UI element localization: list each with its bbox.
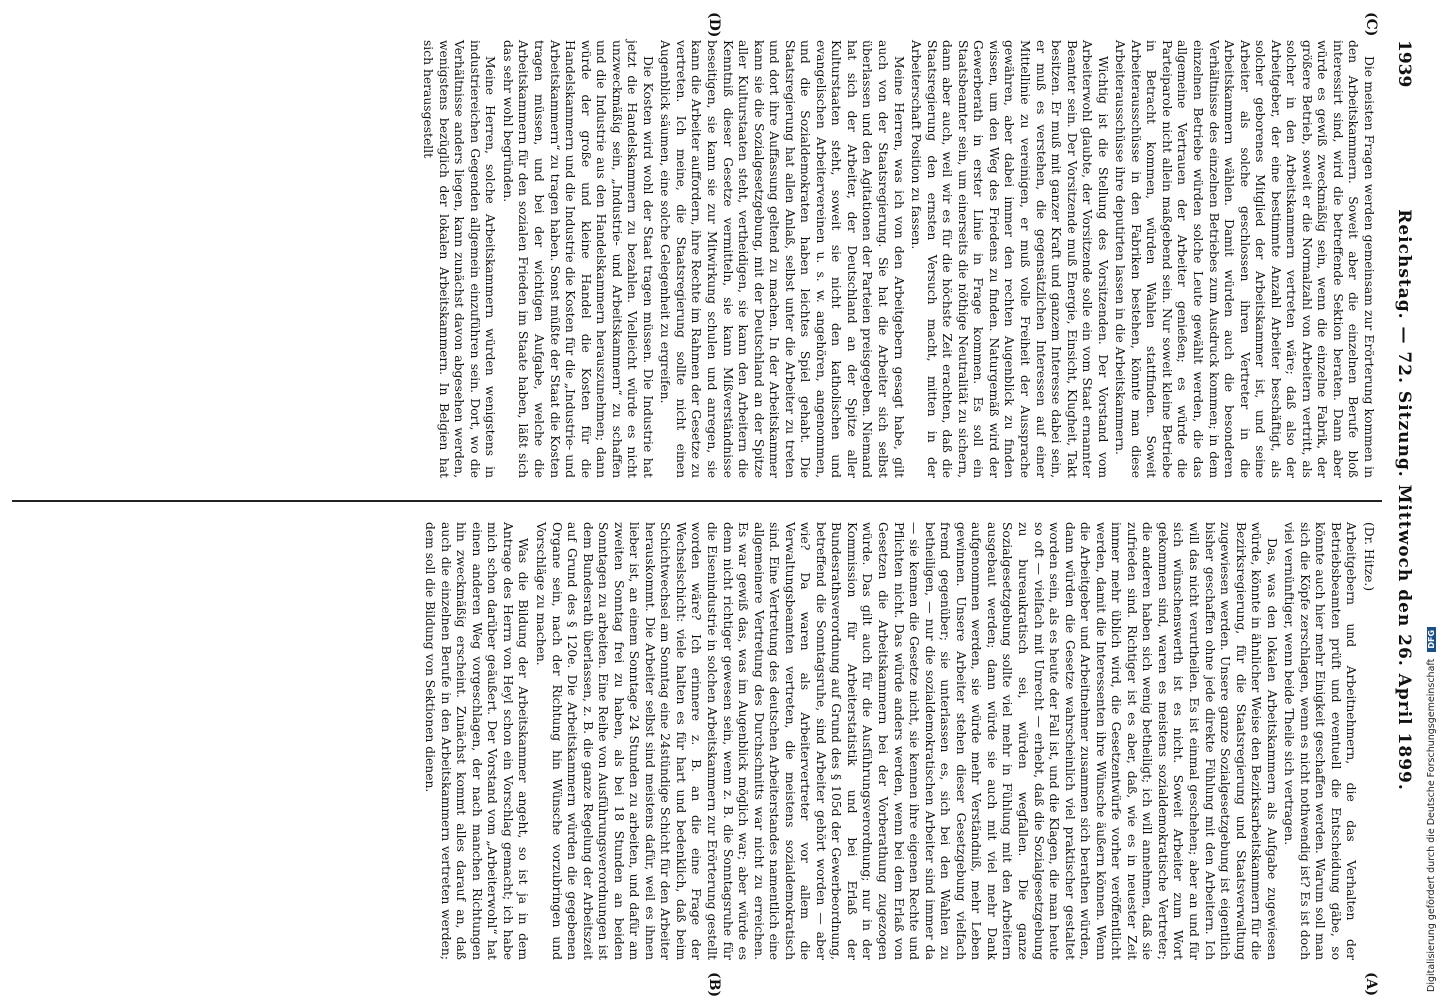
margin-marker-a: (A) (1363, 972, 1379, 997)
paragraph: Die Kosten wird wohl der Staat tragen müssen. Die Industrie hat jetzt die Handelskammern zu bezahlen. Vielleicht würde es nicht unzweckmäßig sein, „Industrie- und Arbeitskammern“ zu schaffen und die Industrie aus den Handelskammern herauszunehmen; dann würde der große und kleine Handel die Kosten für die Handelskammern und die Industrie die Kosten für die „Industrie- und Arbeitskammern“ zu tragen haben. Sonst müßte der Staat die Kosten tragen müssen, und bei der wichtigen Aufgabe, welche die Arbeitskammern für den sozialen Frieden im Staate haben, läßt sich das sehr wohl begründen. (500, 40, 655, 478)
paragraph: Arbeitgebern und Arbeitnehmern, die das Verhalten der Betriebsbeamten prüft und eventuell die Entscheidung gäbe, so könnte auch hier mehr Einigkeit geschaffen werden. Warum soll man sich die Köpfe zerschlagen, wenn es nicht nothwendig ist? Es ist doch viel vernünftiger, wenn beide Theile sich vertragen. (1282, 522, 1359, 960)
paragraph: Meine Herren, solche Arbeitskammern würden wenigstens in industriereichen Gegenden allgemein einzuführen sein. Dort, wo die Verhältnisse anders liegen, kann zunächst davon abgesehen werden, wenigstens bezüglich der lokalen Arbeitskammern. In Belgien hat sich herausgestellt (421, 40, 498, 478)
margin-marker-c: (C) (1363, 12, 1379, 37)
paragraph: Wichtig ist die Stellung des Vorsitzenden. Der Vorstand vom Arbeiterwohl glaubte, der Vorsitzende solle ein vom Staat ernannter Beamter sein. Der Vorsitzende muß Energie, Einsicht, Klugheit, Takt besitzen. Er muß mit ganzer Kraft und ganzem Interesse dabei sein, er muß es verstehen, die gegensätzlichen Interessen auf einer Mittellinie zu vereinigen, er muß volle Freiheit der Aussprache gewähren, aber dabei immer den rechten Augenblick zu finden wissen, um den Weg des Friedens zu finden. Naturgemäß wird der Gewerberath in erster Linie in Frage kommen. Es soll ein Staatsbeamter sein, um einerseits die nöthige Neutralität zu sichern, dann aber auch, weil wir es für die höchste Zeit erachten, daß die Staatsregierung den ernsten Versuch macht, mitten in der Arbeiterschaft Position zu fassen. (909, 40, 1110, 478)
paragraph: Meine Herren, was ich von den Arbeitgebern gesagt habe, gilt auch von der Staatsregierung. Sie hat die Arbeiter sich selbst überlassen und den Agitationen der Parteien preisgegeben. Niemand hat sich der Arbeiter, der Deutschland an der Spitze aller Kulturstaaten steht, soweit sie nicht den katholischen und evangelischen Arbeitervereinen u. s. w. angehören, angenommen, und die Sozialdemokraten haben leichtes Spiel gehabt. Die Staatsregierung hat allen Anlaß, selbst unter die Arbeiter zu treten und dort ihre Auffassung geltend zu machen. In der Arbeitskammer kann sie die Sozialgesetzgebung, mit der Deutschland an der Spitze aller Kulturstaaten steht, vertheidigen, sie kann den Arbeitern die Kenntniß dieser Gesetze vermitteln, sie kann Mißverständnisse beseitigen, sie kann sie zur Mitwirkung schulen und anregen, sie kann die Arbeiter auffordern, ihre Rechte im Rahmen der Gesetze zu vertreten. Ich meine, die Staatsregierung sollte nicht einen Augenblick säumen, eine solche Gelegenheit zu ergreifen. (658, 40, 906, 478)
paragraph: Die meisten Fragen werden gemeinsam zur Erörterung kommen in den Arbeitskammern. Soweit aber die einzelnen Berufe bloß interessirt sind, wird die betreffende Sektion beraten. Dann aber würde es gewiß zweckmäßig sein, wenn die einzelne Fabrik, der größere Betrieb, soweit er die Normalzahl von Arbeitern vertritt, als solcher in den Arbeitskammern vertreten wäre; daß also der Arbeitgeber, der eine bestimmte Anzahl Arbeiter beschäftigt, als solcher geborenes Mitglied der Arbeitskammer ist, und seine Arbeiter als solche geschlossen ihren Vertreter in die Arbeitskammern wählen. Damit würden auch die besonderen Verhältnisse des einzelnen Betriebes zum Ausdruck kommen; in dem einzelnen Betriebe würden solche Leute gewählt werden, die das allgemeine Vertrauen der Arbeiter genießen; es würde die Parteiparole nicht allein maßgebend sein. Nur soweit kleine Betriebe in Betracht kommen, würden Wahlen stattfinden. Soweit Arbeiterausschüsse in den Fabriken bestehen, könnte man diese Arbeiterausschüsse ihre deputirten lassen in die Arbeitskammern. (1113, 40, 1376, 478)
page-number: 1939 (1394, 40, 1414, 88)
column-divider (12, 500, 1382, 502)
paragraph: Was die Bildung der Arbeitskammer angeht, so ist ja in dem Antrage des Herrn von Heyl schon ein Vorschlag gemacht; ich habe mich schon darüber geäußert. Der Vorstand vom „Arbeiterwohl“ hat einen anderen Weg vorgeschlagen, der nach manchen Richtungen hin zweckmäßig erscheint. Zunächst kommt alles darauf an, daß auch die einzelnen Berufe in den Arbeitskammern vertreten werden; dem soll die Bildung von Sektionen dienen. (423, 522, 531, 960)
text-column-left (16, 40, 1376, 478)
margin-marker-b: (B) (706, 972, 722, 998)
digitization-credit: Digitalisierung gefördert durch die Deutsche Forschungsgemeinschaft (1426, 658, 1437, 992)
digitization-footer (1408, 0, 1437, 1000)
dfg-logo-icon: DFG (1427, 627, 1436, 652)
page-title: Reichstag. — 72. Sitzung. Mittwoch den 26. April 1899. (1394, 209, 1414, 791)
margin-marker-d: (D) (706, 12, 722, 38)
paragraph: Das, was den lokalen Arbeitskammern als Aufgabe zugewiesen würde, könnte in ähnlicher Weise den Bezirksarbeitskammern für die Bezirksregierung, für die Staatsregierung und Staatsverwaltung zugewiesen werden. Unsere ganze Sozialgesetzgebung ist eigentlich bisher geschaffen ohne jede direkte Fühlung mit den Arbeitern. Ich will das nicht verurtheilen. Es ist einmal geschehen; aber an und für sich wünschenswerth ist es nicht. Soweit Arbeiter zum Wort gekommen sind, waren es meistens sozialdemokratische Vertreter; die anderen haben sich wenig betheiligt; ich will annehmen, daß sie zufrieden sind. Richtiger ist es aber, daß, wie es in neuester Zeit immer mehr üblich wird, die Gesetzentwürfe vorher veröffentlicht werden, damit die Interessenten ihre Wünsche äußern können. Wenn die Arbeitgeber und Arbeitnehmer zusammen sich berathen würden, dann würden die Gesetze wahrscheinlich viel praktischer gestaltet worden sein, als es heute der Fall ist, und die Klagen, die man heute so oft — vielfach mit Unrecht — erhebt, daß die Sozialgesetzgebung zu bureaukratisch sei, würden wegfallen. Die ganze Sozialgesetzgebung sollte viel mehr in Fühlung mit den Arbeitern ausgebaut werden; dann würde sie auch mit viel mehr Dank aufgenommen werden, sie würde mehr Verständniß, mehr Leben gewinnen. Unsere Arbeiter stehen dieser Gesetzgebung vielfach fremd gegenüber; sie unterlassen es, sich bei den Wahlen zu betheiligen, — nur die sozialdemokratischen Arbeiter sind immer da — sie kennen die Gesetze nicht, sie kennen ihre eigenen Rechte und Pflichten nicht. Das würde anders werden, wenn bei dem Erlaß von Gesetzen die Arbeitskammern bei der Vorberathung zugezogen würde. Das gilt auch für die Ausführungsverordnung; nur in der Kommission für Arbeiterstatistik und bei Erlaß der Bundesrathsverordnung auf Grund des § 105d der Gewerbeordnung, betreffend die Sonntagsruhe, sind Arbeiter gehört worden — aber wie? Da waren als Arbeitervertreter vor allem die Verwaltungsbeamten vertreten, die meistens sozialdemokratisch sind. Eine Vertretung des deutschen Arbeiterstandes namentlich eine allgemeinere Vertretung des Durchschnitts war nicht zu erreichen. Es war gewiß das, was im Augenblick möglich war; aber würde es denn nicht richtiger gewesen sein, wenn z. B. die Sonntagsruhe für die Eisenindustrie in solchen Arbeitskammern zur Erörterung gestellt worden wäre? Ich erinnere z. B. an die eine Frage der Wechselschicht: viele halten es für hart und bedenklich, daß beim Schichtwechsel am Sonntag eine 24stündige Schicht für den Arbeiter herauskommt. Die Arbeiter selbst sind meistens dafür, weil es ihnen lieber ist, an einem Sonntage 24 Stunden zu arbeiten, und dafür am zweiten Sonntag frei zu haben, als bei 18 Stunden an beiden Sonntagen zu arbeiten. Eine Reihe von Ausführungsverordnungen ist dem Bundesrath überlassen, z. B. die ganze Regelung der Arbeitszeit auf Grund des § 120e. Die Arbeitskammern würden die gegebenen Organe sein, nach der Richtung hin Wünsche vorzubringen und Vorschläge zu machen. (534, 522, 1279, 960)
text-column-right (16, 522, 1376, 960)
speaker-name: (Dr. Hitze.) (1362, 522, 1376, 592)
footer-text-wrap (1426, 627, 1437, 992)
